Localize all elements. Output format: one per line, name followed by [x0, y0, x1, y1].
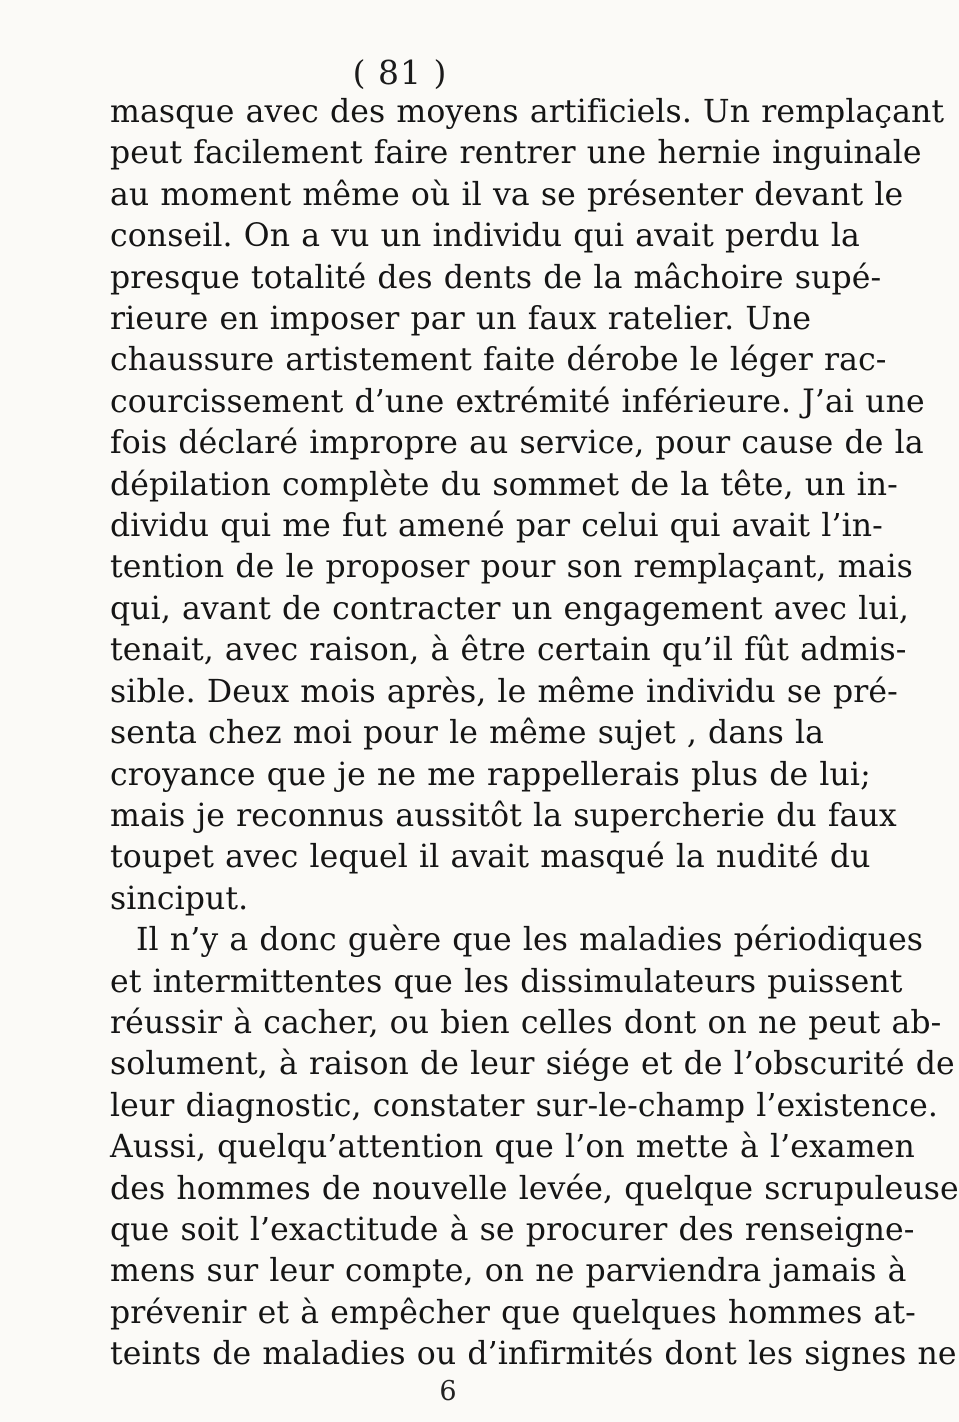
text-line: mais je reconnus aussitôt la supercherie du faux [110, 797, 897, 834]
text-line: tention de le proposer pour son remplaçant, mais [110, 549, 913, 586]
text-line: toupet avec lequel il avait masqué la nudité du [110, 839, 871, 876]
signature-mark: 6 [439, 1376, 457, 1407]
text-line: chaussure artistement faite dérobe le léger rac- [110, 342, 887, 379]
text-line: Aussi, quelqu’attention que l’on mette à l’examen [110, 1129, 915, 1166]
text-line: des hommes de nouvelle levée, quelque scrupuleuse [110, 1170, 959, 1207]
text-line: dépilation complète du sommet de la tête, un in- [110, 466, 898, 503]
text-line: au moment même où il va se présenter devant le [110, 176, 904, 213]
text-line: prévenir et à empêcher que quelques hommes at- [110, 1294, 916, 1331]
page-number: ( 81 ) [352, 53, 448, 92]
text-line: rieure en imposer par un faux ratelier. Une [110, 301, 812, 338]
text-line: que soit l’exactitude à se procurer des renseigne- [110, 1211, 915, 1248]
text-line: teints de maladies ou d’infirmités dont les signes ne [110, 1336, 957, 1373]
text-line: leur diagnostic, constater sur-le-champ l’existence. [110, 1087, 939, 1124]
text-line: peut facilement faire rentrer une hernie inguinale [110, 135, 922, 172]
text-line: sinciput. [110, 880, 249, 917]
text-line: solument, à raison de leur siége et de l’obscurité de [110, 1046, 955, 1083]
text-line: fois déclaré impropre au service, pour cause de la [110, 425, 924, 462]
text-line: conseil. On a vu un individu qui avait perdu la [110, 218, 860, 255]
text-line: masque avec des moyens artificiels. Un remplaçant [110, 94, 945, 130]
text-line: mens sur leur compte, on ne parviendra jamais à [110, 1253, 907, 1290]
text-line: presque totalité des dents de la mâchoire supé- [110, 259, 882, 296]
text-line: senta chez moi pour le même sujet , dans la [110, 715, 825, 752]
text-line: tenait, avec raison, à être certain qu’il fût admis- [110, 632, 907, 669]
text-line: sible. Deux mois après, le même individu se pré- [110, 673, 898, 710]
text-line: qui, avant de contracter un engagement avec lui, [110, 590, 909, 627]
text-line: Il n’y a donc guère que les maladies périodiques [136, 922, 924, 959]
text-line: réussir à cacher, ou bien celles dont on ne peut ab- [110, 1004, 942, 1041]
body-text [110, 92, 959, 1376]
text-line: dividu qui me fut amené par celui qui avait l’in- [110, 508, 883, 545]
text-line: croyance que je ne me rappellerais plus de lui; [110, 756, 871, 793]
text-line: et intermittentes que les dissimulateurs puissent [110, 963, 903, 1000]
text-line: courcissement d’une extrémité inférieure. J’ai une [110, 383, 925, 420]
